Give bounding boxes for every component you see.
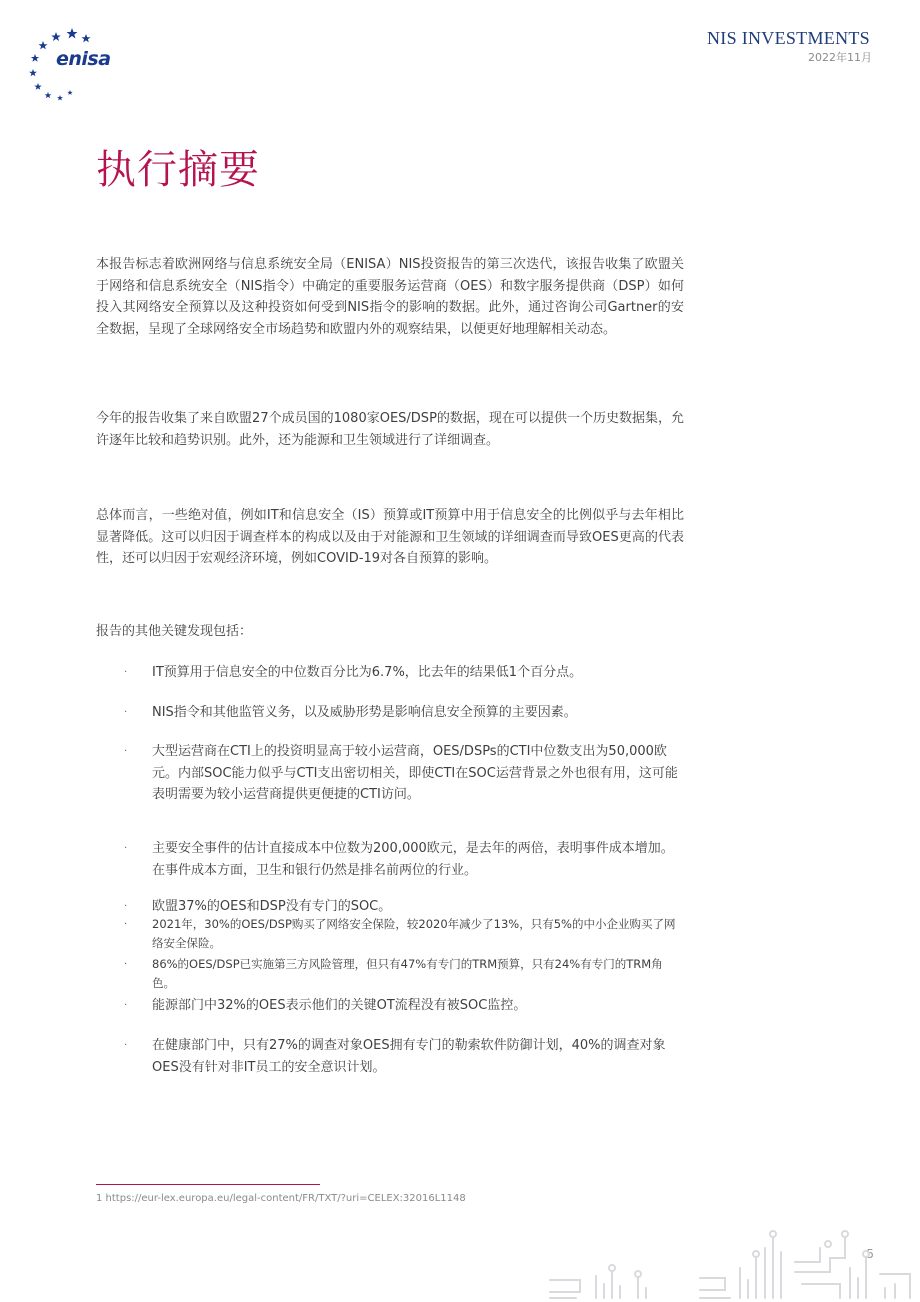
list-item-text: 在健康部门中，只有27%的调查对象OES拥有专门的勒索软件防御计划，40%的调查对象OES没有针对非IT员工的安全意识计划。 [152,1038,666,1075]
findings-intro: 报告的其他关键发现包括： [96,624,253,639]
list-item [124,995,682,1017]
bullet-marker: · [124,746,128,757]
footnote-divider [96,1184,320,1185]
data-paragraph: 今年的报告收集了来自欧盟27个成员国的1080家OES/DSP的数据，现在可以提供一个历史数据集，允许逐年比较和趋势识别。此外，还为能源和卫生领域进行了详细调查。 [96,411,684,448]
list-item [124,915,682,953]
list-item [124,741,682,806]
bullet-marker: · [124,843,128,854]
list-item-text: NIS指令和其他监管义务，以及威胁形势是影响信息安全预算的主要因素。 [152,705,577,720]
list-item [124,662,682,684]
list-item-text: 欧盟37%的OES和DSP没有专门的SOC。 [152,899,392,914]
list-item-text: IT预算用于信息安全的中位数百分比为6.7%，比去年的结果低1个百分点。 [152,665,583,680]
enisa-wordmark: enisa [56,48,111,70]
report-date: 2022年11月 [808,51,872,64]
bullet-marker: · [124,1040,128,1051]
bullet-marker: · [124,667,128,678]
list-item [124,1035,682,1078]
intro-paragraph: 本报告标志着欧洲网络与信息系统安全局（ENISA）NIS投资报告的第三次迭代，该报告收集了欧盟关于网络和信息系统安全（NIS指令）中确定的重要服务运营商（OES）和数字服务提供商（DSP）如何投入其网络安全预算以及这种投资如何受到NIS指令的影响的数据。此外，通过咨询公司Gartner的安全数据，呈现了全球网络安全市场趋势和欧盟内外的观察结果，以便更好地理解相关动态。 [96,257,684,337]
list-item-text: 主要安全事件的估计直接成本中位数为200,000欧元，是去年的两倍，表明事件成本增加。在事件成本方面，卫生和银行仍然是排名前两位的行业。 [152,841,674,878]
bullet-marker: · [124,901,128,912]
list-item-text: 86%的OES/DSP已实施第三方风险管理，但只有47%有专门的TRM预算，只有24%有专门的TRM角色。 [152,957,663,990]
list-item [124,838,682,881]
bullet-marker: · [124,919,128,930]
footnote: 1 https://eur-lex.europa.eu/legal-content/FR/TXT/?uri=CELEX:32016L1148 [96,1193,466,1204]
list-item-text: 大型运营商在CTI上的投资明显高于较小运营商，OES/DSPs的CTI中位数支出为50,000欧元。内部SOC能力似乎与CTI支出密切相关，即使CTI在SOC运营背景之外也很有用，这可能表明需要为较小运营商提供更便捷的CTI访问。 [152,744,678,802]
page-title: 执行摘要 [96,147,260,193]
overview-paragraph: 总体而言，一些绝对值，例如IT和信息安全（IS）预算或IT预算中用于信息安全的比例似乎与去年相比显著降低。这可以归因于调查样本的构成以及由于对能源和卫生领域的详细调查而导致OES更高的代表性，还可以归因于宏观经济环境，例如COVID-19对各自预算的影响。 [96,508,684,566]
list-item [124,955,682,993]
list-item [124,702,682,724]
page-number: 5 [866,1247,874,1261]
bullet-marker: · [124,959,128,970]
list-item-text: 能源部门中32%的OES表示他们的关键OT流程没有被SOC监控。 [152,998,527,1013]
bullet-marker: · [124,1000,128,1011]
bullet-marker: · [124,707,128,718]
circuit-decoration-icon [540,1228,920,1302]
list-item-text: 2021年，30%的OES/DSP购买了网络安全保险，较2020年减少了13%，只有5%的中小企业购买了网络安全保险。 [152,917,676,950]
enisa-logo [26,26,118,102]
report-title: NIS INVESTMENTS [706,28,870,48]
